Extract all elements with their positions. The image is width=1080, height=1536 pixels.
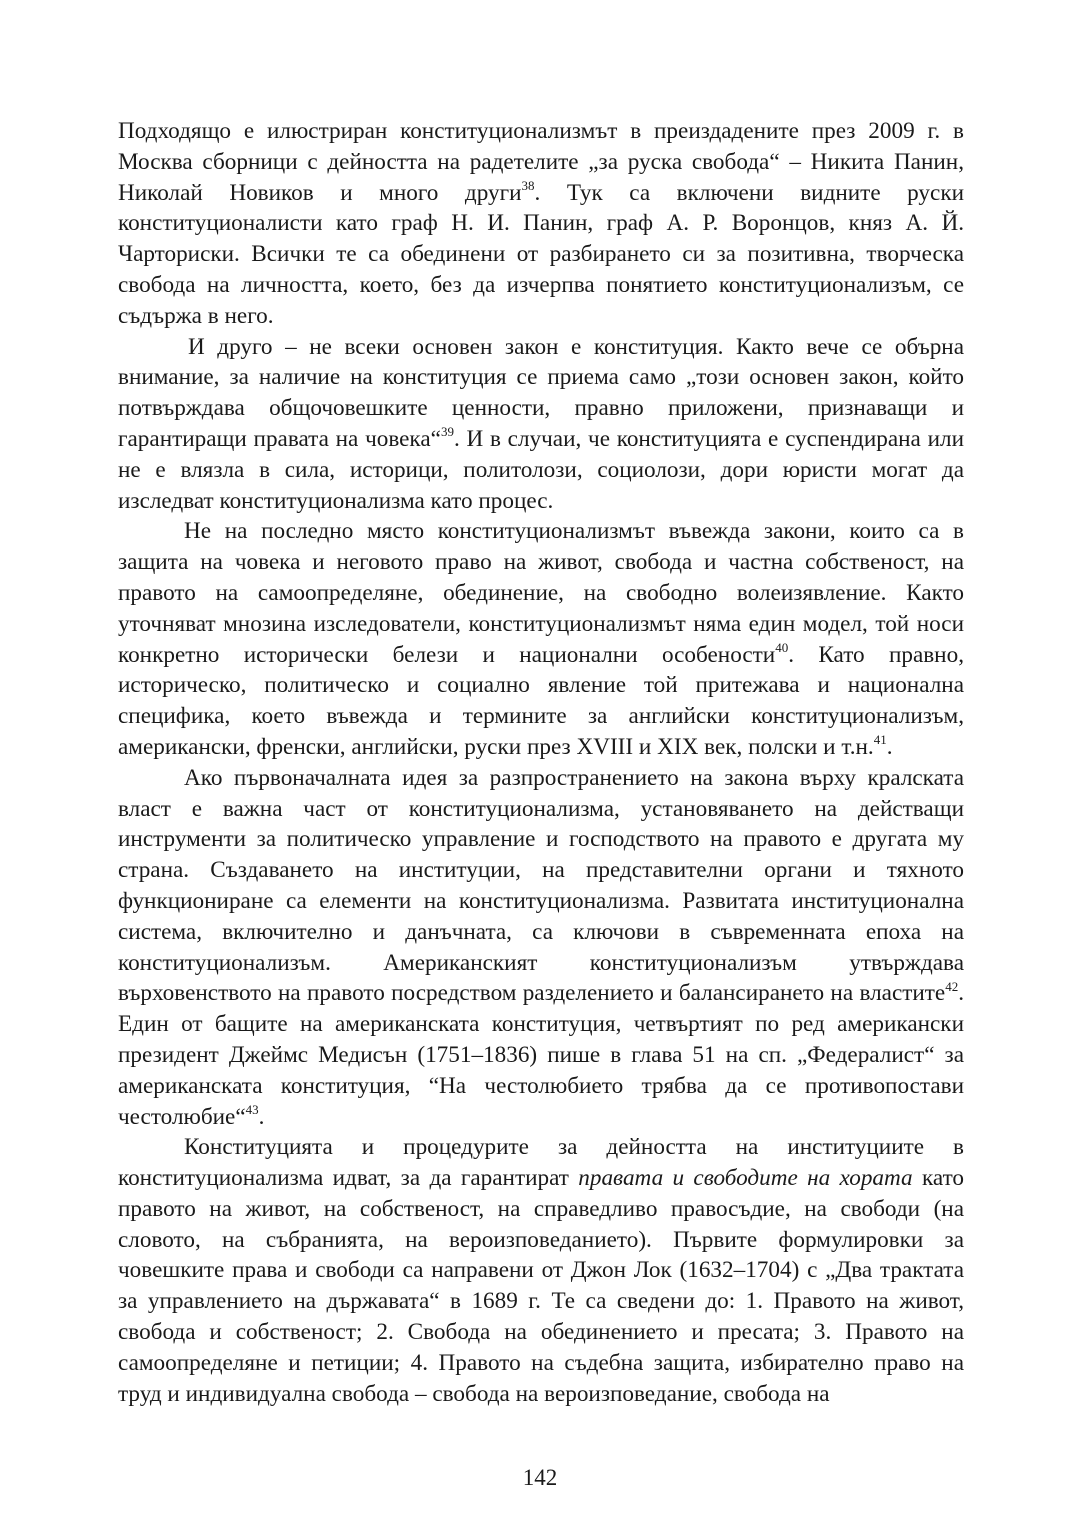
paragraph bbox=[118, 516, 964, 762]
text-run: . И в случаи, че конституцията е суспендирана или не е влязла в сила, историци, политолози, социолози, дори юристи могат да изследват конституционализма като процес. bbox=[118, 425, 964, 514]
page-number: 142 bbox=[522, 1465, 558, 1490]
text-run: като правото на живот, на собственост, на справедливо правосъдие, на свободи (на словото, на събранията, на вероизповеданието). Първите формулировки за човешките права и свободи са направени от Джон Лок (1632–1704) с „Два трактата за управлението на държавата“ в 1689 г. Те са сведени до: 1. Правото на живот, свобода и собственост; 2. Свобода на обединението и пресата; 3. Правото на самоопределяне и петиции; 4. Правото на съдебна защита, избирателно право на труд и индивидуална свобода – свобода на вероизповедание, свобода на bbox=[118, 1165, 964, 1407]
paragraph bbox=[118, 1132, 964, 1409]
footnote-ref: 38 bbox=[521, 177, 535, 193]
footnote-ref: 42 bbox=[945, 978, 959, 994]
paragraph bbox=[118, 116, 964, 332]
text-run: . bbox=[886, 733, 893, 760]
emphasis-text: правата и свободите на хората bbox=[578, 1165, 913, 1192]
footnote-ref: 39 bbox=[440, 424, 454, 440]
text-run: Ако първоначалната идея за разпространението на закона върху кралската власт е важна част от конституционализма, установяването на действащи инструменти за политическо управление и господството на правото е другата му страна. Създаването на институции, на представителни органи и тяхното функциониране са елементи на конституционализма. Развитата институционална система, включително и данъчната, са ключови в съвременната епоха на конституционализъм. Американският конституционализъм утвърждава върховенството на правото посредством разделението и балансирането на властите bbox=[118, 764, 964, 1007]
text-run: . Един от бащите на американската конституция, четвъртият по ред американски президент Джеймс Медисън (1751–1836) пише в глава 51 на сп. „Федералист“ за американската конституция, “На честолюбието трябва да се противопостави честолюбие“ bbox=[118, 980, 964, 1130]
body-text bbox=[118, 116, 964, 1409]
paragraph bbox=[118, 332, 964, 517]
text-run: Подходящо е илюстриран конституционализмът в преиздадените през 2009 г. в Москва сборници с дейността на радетелите „за руска свобода“ – Никита Панин, Николай Новиков и много други bbox=[118, 118, 964, 206]
text-run: И друго – не всеки основен закон е конституция. Както вече се обърна внимание, за наличие на конституция се приема само „този основен закон, който потвърждава общочовешките ценности, правно приложени, признаващи и гарантиращи правата на човека“ bbox=[118, 333, 964, 452]
text-run: Конституцията и процедурите за дейността на институциите в конституционализма идват, за да гарантират bbox=[118, 1134, 964, 1192]
paragraph bbox=[118, 763, 964, 1133]
footnote-ref: 41 bbox=[873, 732, 887, 748]
text-run: Не на последно място конституционализмът въвежда закони, които са в защита на човека и неговото право на живот, свобода и частна собственост, на правото на самоопределяне, обединение, на свободно волеизявление. Както уточняват мнозина изследователи, конституционализмът няма един модел, той носи конкретно исторически белези и национални особености bbox=[118, 518, 964, 668]
text-run: . Тук са включени видните руски конституционалисти като граф Н. И. Панин, граф А. Р. Воронцов, княз А. Й. Чарториски. Всички те са обединени от разбирането си за позитивна, творческа свобода на личността, което, без да изчерпва понятието конституционализъм, се съдържа в него. bbox=[118, 179, 964, 329]
footnote-ref: 40 bbox=[775, 639, 789, 655]
text-run: . bbox=[258, 1103, 265, 1130]
text-run: . Като правно, историческо, политическо и социално явление той притежава и национална специфика, което въвежда и термините за английски конституционализъм, американски, френски, английски, руски през XVIII и XIX век, полски и т.н. bbox=[118, 641, 964, 760]
footnote-ref: 43 bbox=[245, 1101, 259, 1117]
